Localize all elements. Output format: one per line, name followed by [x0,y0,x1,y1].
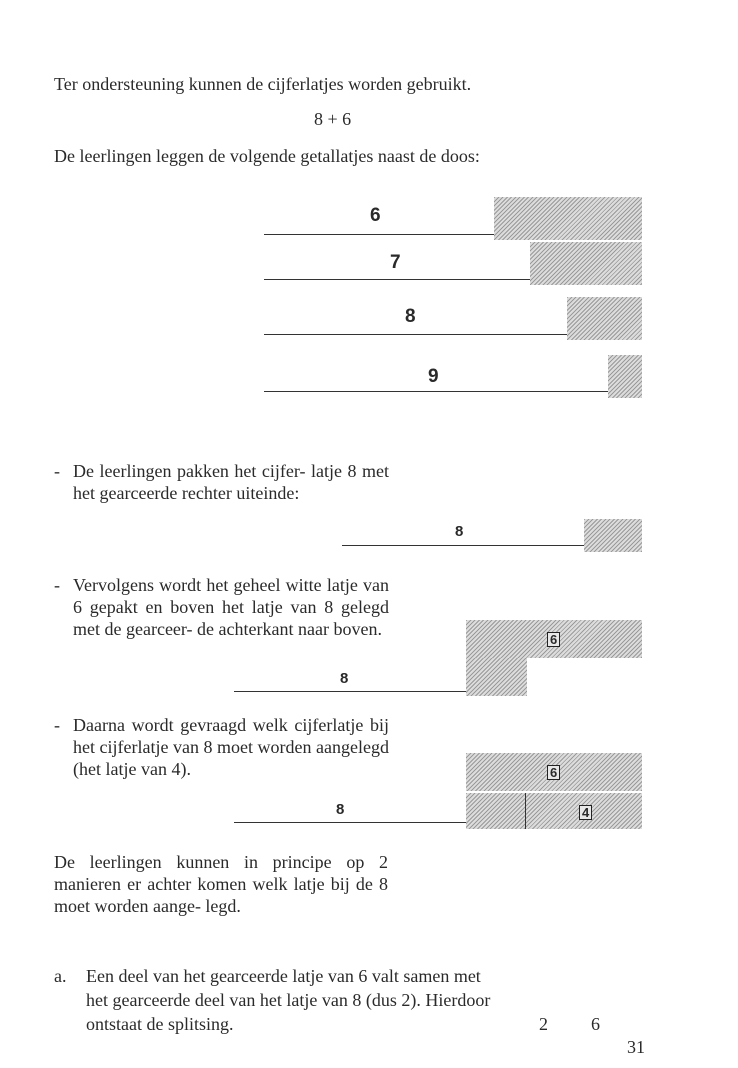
step1-text: De leerlingen pakken het cijfer- latje 8 met het gearceerde rechter uiteinde: [73,461,389,503]
sum-expression: 8 + 6 [314,109,352,129]
rod-shade-6 [494,197,642,240]
rod-label-7: 7 [390,252,401,273]
rod-line-8 [264,334,567,335]
item-a-line3: ontstaat de splitsing. [86,1014,234,1034]
step1-bullet: - [54,461,60,481]
step2-rod-line [234,691,466,692]
rod-shade-8 [567,297,642,340]
step2-text: Vervolgens wordt het geheel witte latje van 6 gepakt en boven het latje van 8 gelegd met de gearceer- de achterkant naar boven. [73,575,389,639]
rod-line-6 [264,234,494,235]
step3-rod4-label: 4 [579,805,592,820]
step3-text: Daarna wordt gevraagd welk cijferlatje bij het cijferlatje van 8 moet worden aangelegd (het latje van 4). [73,715,389,779]
rod-label-8: 8 [405,306,416,327]
item-a-marker: a. [54,966,67,986]
rod-line-9 [264,391,608,392]
step3-rod-label: 8 [336,801,345,818]
conclusion-text: De leerlingen kunnen in principe op 2 manieren er achter komen welk latje bij de 8 moet worden aange- legd. [54,852,388,916]
step2-bullet: - [54,575,60,595]
step1-rod-line [342,545,584,546]
intro-text: Ter ondersteuning kunnen de cijferlatjes worden gebruikt. [54,74,472,94]
item-a-line1: Een deel van het gearceerde latje van 6 valt samen met [86,966,481,986]
step2-rod6-label: 6 [547,632,560,647]
split-right: 6 [591,1014,600,1034]
step2-rod8-shade [466,658,527,696]
step2-rod-label: 8 [340,670,349,687]
step1-rod-label: 8 [455,523,464,540]
rod-line-7 [264,279,530,280]
step1-rod-shade [584,519,642,552]
step3-rod6-label: 6 [547,765,560,780]
step3-rod8-4-shade [466,793,642,829]
rod-label-6: 6 [370,205,381,226]
rod-shade-9 [608,355,642,398]
step3-rod-line [234,822,466,823]
lead-text: De leerlingen leggen de volgende getallatjes naast de doos: [54,146,480,166]
item-a-line2: het gearceerde deel van het latje van 8 (dus 2). Hierdoor [86,990,491,1010]
split-left: 2 [539,1014,548,1034]
step3-bullet: - [54,715,60,735]
rod-label-9: 9 [428,366,439,387]
step3-divider [525,793,526,829]
rod-shade-7 [530,242,642,285]
page-number: 31 [627,1037,645,1057]
